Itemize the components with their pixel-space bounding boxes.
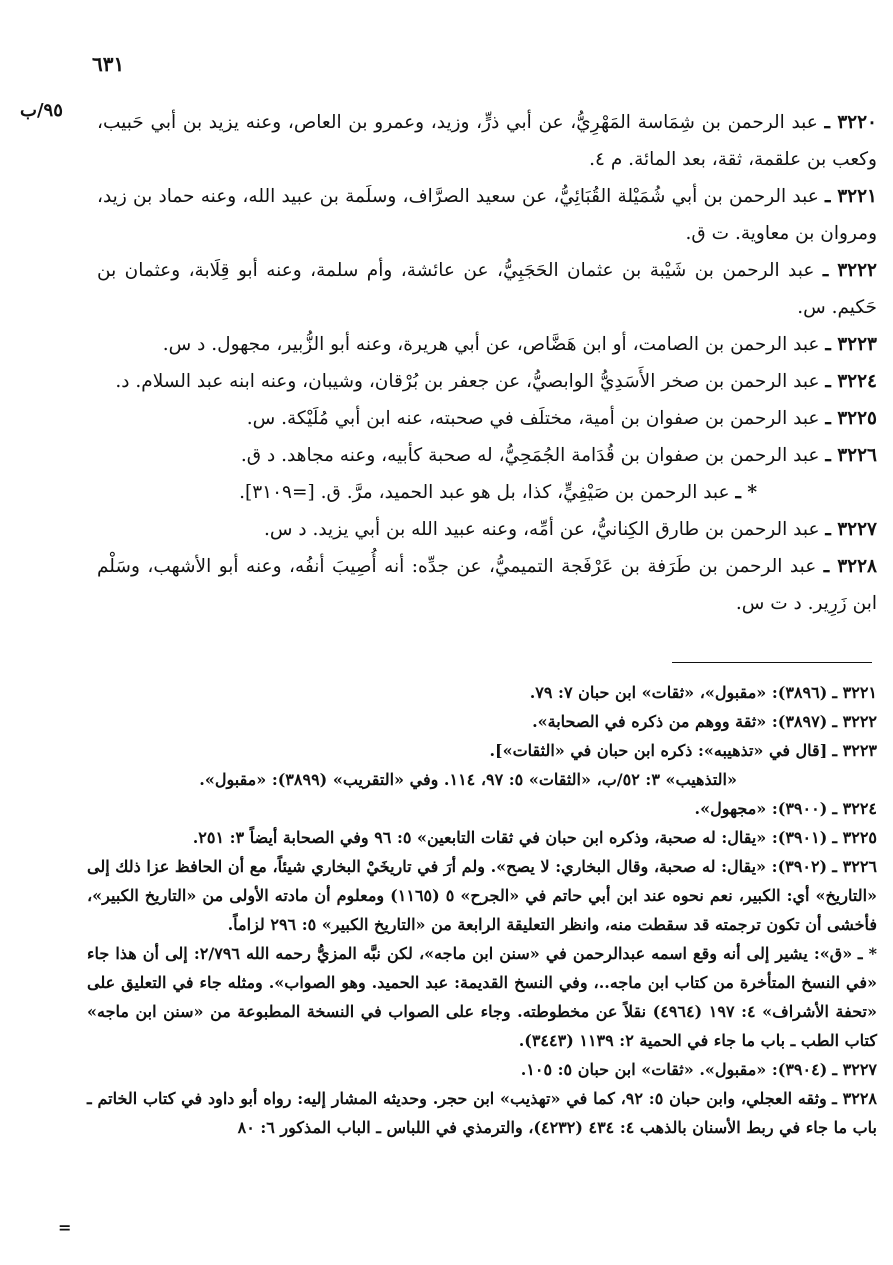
biography-entries (97, 104, 877, 622)
footnote (87, 852, 877, 939)
footnote-number: ٣٢٢٨ ـ (832, 1089, 877, 1108)
entry-text: عبد الرحمن بن صفوان بن قُدَامة الجُمَحِيُّ، له صحبة كأبيه، وعنه مجاهد. د ق. (240, 445, 820, 466)
footnote-number: ٣٢٢٧ ـ (832, 1060, 877, 1079)
entry-number: ٣٢٢٧ ـ (825, 519, 877, 540)
entry-text: عبد الرحمن بن شَيْبة بن عثمان الحَجَبِيُّ، عن عائشة، وأم سلمة، وعنه أبو قِلَابة، وعثمان بن حَكيم. س. (97, 260, 877, 318)
entry-text: عبد الرحمن بن صخر الأَسَدِيُّ الوابصيُّ، عن جعفر بن بُرْقان، وشيبان، وعنه ابنه عبد السلام. د. (115, 371, 820, 392)
manuscript-folio-note: ٩٥/ب (20, 100, 63, 121)
entry-text: عبد الرحمن بن شِمَاسة المَهْرِيُّ، عن أبي ذرٍّ، وزيد، وعمرو بن العاص، وعنه يزيد بن أبي حَبيب، وكعب بن علقمة، ثقة، بعد المائة. م ٤. (97, 112, 877, 170)
entry-text: عبد الرحمن بن طارق الكِنانيُّ، عن أمِّه، وعنه عبيد الله بن أبي يزيد. د س. (263, 519, 820, 540)
cross-reference-entry (97, 474, 757, 511)
entry-number: ٣٢٢٥ ـ (825, 408, 877, 429)
entry-number: ٣٢٢٦ ـ (825, 445, 877, 466)
footnote (87, 1084, 877, 1142)
footnote-number: ٣٢٢٤ ـ (832, 799, 877, 818)
footnote-text: «التذهيب» ٣: ٥٢/ب، «الثقات» ٥: ٩٧، ١١٤. وفي «التقريب» (٣٨٩٩): «مقبول». (199, 770, 737, 789)
entry (97, 363, 877, 400)
footnote (87, 939, 877, 1055)
entry (97, 400, 877, 437)
entry (97, 104, 877, 178)
entry (97, 178, 877, 252)
footnote-text: (٣٩٠٤): «مقبول». «ثقات» ابن حبان ٥: ١٠٥. (520, 1060, 828, 1079)
asterisk-marker: * ـ (735, 482, 757, 503)
footnote-number: ٣٢٢٥ ـ (832, 828, 877, 847)
footnote-number: ٣٢٢١ ـ (832, 683, 877, 702)
footnote (87, 707, 877, 736)
footnote-text: (٣٨٩٦): «مقبول»، «ثقات» ابن حبان ٧: ٧٩. (529, 683, 828, 702)
entry-number: ٣٢٢٤ ـ (825, 371, 877, 392)
entry-number: ٣٢٢٨ ـ (823, 556, 877, 577)
footnote-text: (٣٩٠١): «يقال: له صحبة، وذكره ابن حبان في ثقات التابعين» ٥: ٩٦ وفي الصحابة أيضاً ٣: ٢٥١. (192, 828, 828, 847)
footnote-number: ٣٢٢٣ ـ (832, 741, 877, 760)
entry-text: عبد الرحمن بن صفوان بن أمية، مختلَف في صحبته، عنه ابن أبي مُلَيْكة. س. (246, 408, 820, 429)
footnote-text: (٣٨٩٧): «ثقة ووهم من ذكره في الصحابة». (532, 712, 828, 731)
footnote-text: «ق»: يشير إلى أنه وقع اسمه عبدالرحمن في «سنن ابن ماجه»، لكن نبَّه المزيُّ رحمه الله ٢/٧٩٦: إلى أن هذا جاء «في النسخ المتأخرة من كتاب ابن ماجه..، وفي النسخ القديمة: عبد الحميد. وهو الصواب». ومثله جاء في التعليق على «تحفة الأشراف» ٤: ١٩٧ (٤٩٦٤) نقلاً عن مخطوطته. وجاء على الصواب في النسخة المطبوعة من «سنن ابن ماجه» كتاب الطب ـ باب ما جاء في الحمية ٢: ١١٣٩ (٣٤٤٣). (87, 944, 878, 1050)
footnote-text: وثقه العجلي، وابن حبان ٥: ٩٢، كما في «تهذيب» ابن حجر. وحديثه المشار إليه: رواه أبو داود في كتاب الخاتم ـ باب ما جاء في ربط الأسنان بالذهب ٤: ٤٣٤ (٤٢٣٢)، والترمذي في اللباس ـ الباب المذكور ٦: ٨٠ (87, 1089, 877, 1137)
entry-text: عبد الرحمن بن الصامت، أو ابن هَضَّاص، عن أبي هريرة، وعنه أبو الزُّبير، مجهول. د س. (162, 334, 820, 355)
footnote (87, 1055, 877, 1084)
footnote-text: [قال في «تذهيبه»: ذكره ابن حبان في «الثقات»]. (489, 741, 828, 760)
entry (97, 548, 877, 622)
footnote (87, 678, 877, 707)
page-number: ٦٣١ (92, 52, 125, 76)
footnote (87, 794, 877, 823)
footnote (87, 823, 877, 852)
entry (97, 252, 877, 326)
continuation-mark: = (58, 1218, 72, 1237)
entry-text: عبد الرحمن بن أبي شُمَيْلة القُبَائِيُّ، عن سعيد الصرَّاف، وسلَمة بن عبيد الله، وعنه حماد بن زيد، ومروان بن معاوية. ت ق. (97, 186, 877, 244)
footnote-continuation (87, 765, 737, 794)
entry-text: عبد الرحمن بن طَرَفة بن عَرْفَجة التميميُّ، عن جدِّه: أنه أُصِيبَ أنفُه، وعنه أبو الأشهب، وسَلْم ابن زَرِير. د ت س. (97, 556, 877, 614)
footnote-number: ٣٢٢٦ ـ (832, 857, 878, 876)
entry-number: ٣٢٢١ ـ (825, 186, 877, 207)
footnote-text: (٣٩٠٠): «مجهول». (694, 799, 828, 818)
entry-text: عبد الرحمن بن صَيْفِيٍّ، كذا، بل هو عبد الحميد، مرَّ. ق. [=٣١٠٩]. (239, 482, 730, 503)
footnote-separator (672, 662, 872, 663)
entry-number: ٣٢٢٣ ـ (825, 334, 877, 355)
entry-number: ٣٢٢٢ ـ (822, 260, 877, 281)
footnote-number: ٣٢٢٢ ـ (832, 712, 877, 731)
asterisk-marker: * ـ (857, 944, 878, 963)
entry (97, 437, 877, 474)
entry (97, 511, 877, 548)
footnote (87, 736, 877, 765)
entry (97, 326, 877, 363)
footnote-text: (٣٩٠٢): «يقال: له صحبة، وقال البخاري: لا يصح». ولم أرَ في تاريخَيْ البخاري شيئاً، مع أن الحافظ عزا ذلك إلى «التاريخ» أي: الكبير، نعم نحوه عند ابن أبي حاتم في «الجرح» ٥ (١١٦٥) ومعلوم أن مادته الأولى من «التاريخ الكبير»، فأخشى أن تكون ترجمته قد سقطت منه، وانظر التعليقة الرابعة من «التاريخ الكبير» ٥: ٢٩٦ لزاماً. (87, 857, 878, 934)
entry-number: ٣٢٢٠ ـ (824, 112, 877, 133)
footnotes (87, 678, 877, 1142)
